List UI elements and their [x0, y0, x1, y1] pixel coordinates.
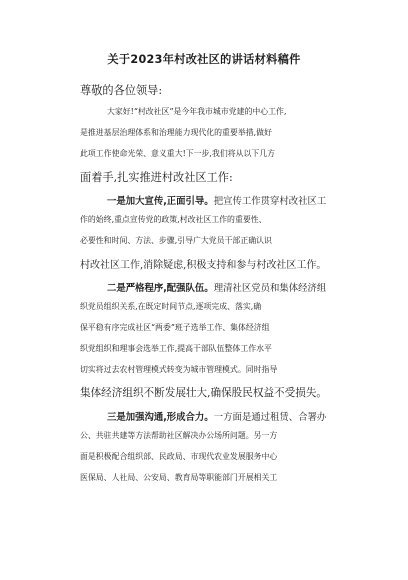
intro-line: 此项工作使命光荣、意义重大!下一步,我们将从以下几方 [80, 149, 276, 158]
section-2-line: 织党员组织关系,在既定时间节点,逐项完成、落实,确 [80, 302, 262, 311]
salutation: 尊敬的各位领导: [80, 84, 163, 97]
section-1-heading: 一是加大宣传,正面引导。 [107, 196, 214, 207]
section-3-first-text: 一方面是通过租赁、合署办 [213, 412, 327, 423]
section-1-first-text: 把宣传工作贯穿村改社区工 [213, 196, 327, 207]
section-1-line: 作的始终,重点宣传党的政策,村改社区工作的重要性、 [80, 215, 267, 224]
section-2-line: 集体经济组织不断发展壮大,确保股民权益不受损失。 [80, 387, 328, 399]
section-2-heading: 二是严格程序,配强队伍。 [107, 283, 214, 294]
section-3-line: 公、共驻共建等方法帮助社区解决办公场所问题。另一方 [80, 431, 278, 440]
section-2-first-text: 理清社区党员和集体经济组 [213, 283, 327, 294]
intro-line: 是推进基层治理体系和治理能力现代化的重要举措,做好 [80, 128, 272, 137]
document-title: 关于2023年村改社区的讲话材料稿件 [107, 53, 301, 66]
section-1-line: 村改社区工作,消除疑虑,积极支持和参与村改社区工作。 [80, 260, 327, 271]
section-1-line: 必要性和时间、方法、步骤,引导广大党员干部正确认识 [80, 236, 272, 245]
section-1-first-line [107, 193, 326, 207]
section-2-line: 保平稳有序完成社区“两委”班子选举工作、集体经济组 [80, 323, 270, 332]
intro-line: 大家好!“村改社区”是今年我市城市党建的中心工作, [107, 107, 287, 116]
intro-line: 面着手,扎实推进村改社区工作: [80, 171, 233, 184]
section-2-line: 切实将过去农村管理模式转变为城市管理模式。同时指导 [80, 365, 278, 374]
section-3-heading: 三是加强沟通,形成合力。 [107, 412, 214, 423]
section-3-first-line [107, 409, 326, 423]
section-2-line: 织党组织和理事会选举工作,提高干部队伍整体工作水平 [80, 344, 272, 353]
section-3-line: 医保局、人社局、公安局、教育局等职能部门开展相关工 [80, 473, 278, 482]
section-3-line: 面是积极配合组织部、民政局、市现代农业发展服务中心 [80, 452, 278, 461]
section-2-first-line [107, 280, 326, 294]
